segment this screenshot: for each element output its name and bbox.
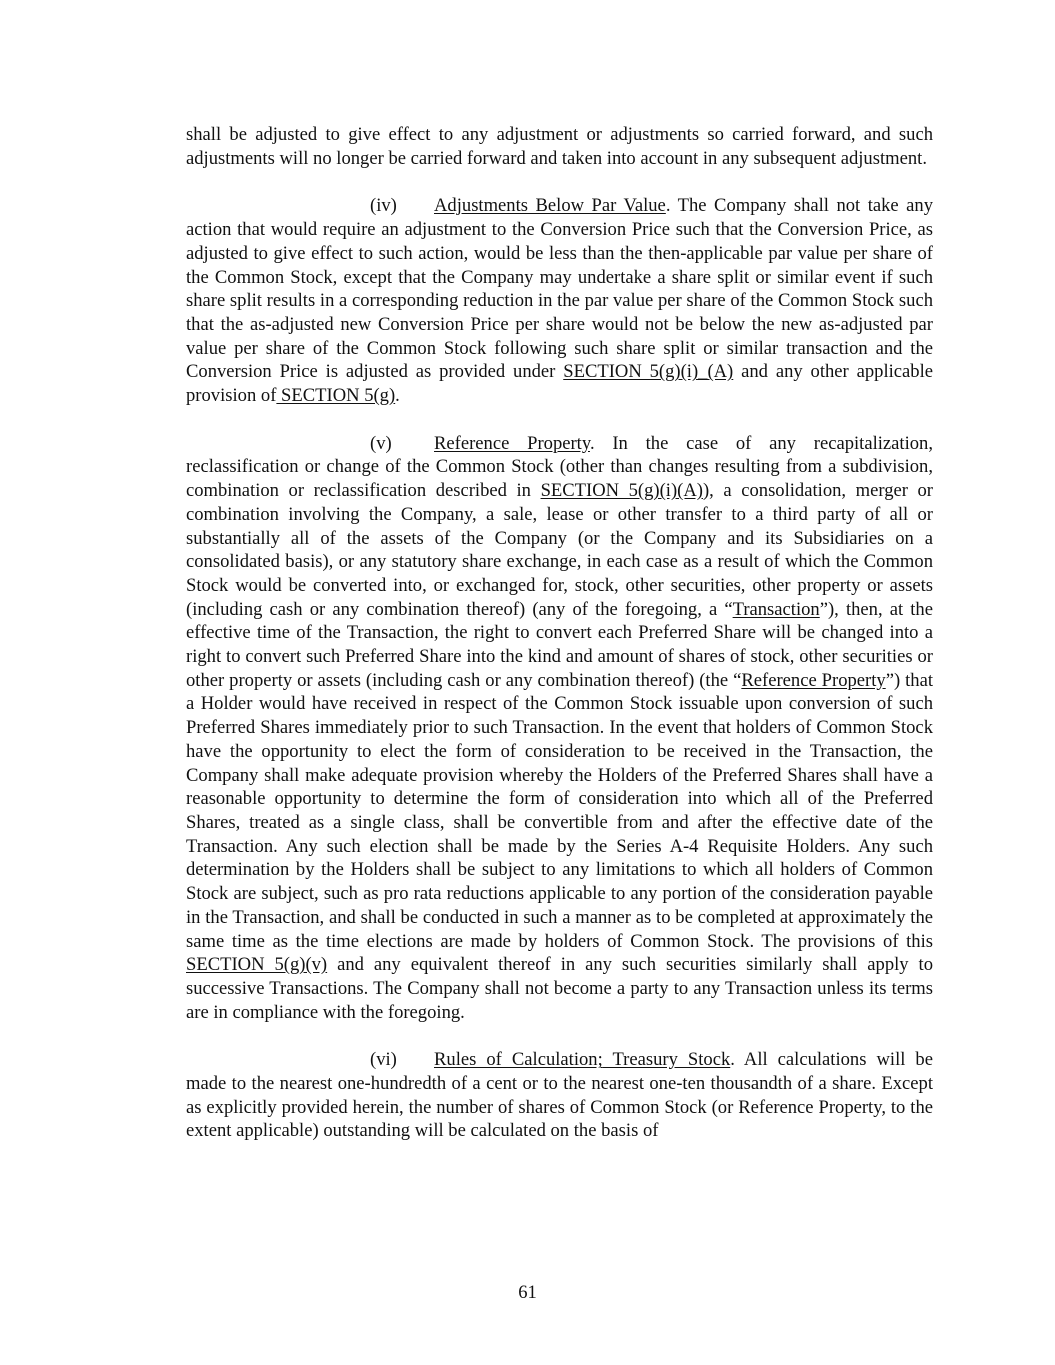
section-vi-heading-1: Rules of Calculation; (434, 1049, 603, 1071)
section-v-text-5: and any equivalent thereof in any such securities similarly shall apply to successive Transactions. The Company shall not become a party to any Transaction unless its terms are in compliance with the foregoing. (186, 954, 934, 1023)
section-iv-paragraph (186, 194, 933, 407)
section-v-number: (v) (370, 432, 392, 454)
continuation-paragraph (186, 123, 933, 170)
section-v-text-3: ”), then, at the effective time of the Transaction, the right to convert each Preferred Share will be changed into a right to convert such Preferred Share into the kind and amount of shares of stock, other securities or other property or assets (including cash or any combination thereof) (the “ (186, 598, 933, 691)
section-iv-number: (iv) (370, 195, 397, 217)
section-vi-heading-2: Treasury Stock (602, 1049, 731, 1071)
section-v-cross-reference-2: SECTION 5(g)(v) (186, 954, 328, 976)
section-iv-text-3: . (395, 385, 400, 407)
section-iv-text-1: . The Company shall not take any action that would require an adjustment to the Conversion Price such that the Conversion Price, as adjusted to give effect to such action, would be less than the then-applicable par value per share of the Common Stock, except that the Company may undertake a share split or similar event if such share split results in a corresponding reduction in the par value per share of the Common Stock such that the as-adjusted new Conversion Price per share would not be below the new as-adjusted par value per share of the Common Stock following such share split or similar transaction and the Conversion Price is adjusted as provided under (186, 195, 934, 383)
section-v-paragraph (186, 432, 933, 1025)
section-vi-paragraph (186, 1048, 933, 1143)
section-v-heading: Reference Property (434, 432, 590, 454)
section-iv-heading: Adjustments Below Par Value (434, 195, 666, 217)
section-vi-number: (vi) (370, 1049, 397, 1071)
section-iv-cross-reference-2: SECTION 5(g) (276, 385, 396, 407)
section-vi-text-1: . All calculations will be made to the nearest one-hundredth of a cent or to the nearest one-ten thousandth of a share. Except as explicitly provided herein, the number of shares of Common Stock (or Reference Property, to the extent applicable) outstanding will be calculated on the basis of (186, 1049, 933, 1142)
section-iv-cross-reference-1: SECTION 5(g)(i)_(A) (563, 361, 734, 383)
section-v-text-2: ), a consolidation, merger or combination involving the Company, a sale, lease or other transfer to a third party of all or substantially all of the assets of the Company (or the Company and its Subsidiaries on a consolidated basis), or any statutory share exchange, in each case as a result of which the Common Stock would be converted into, or exchanged for, stock, other securities, other property or assets (including cash or any combination thereof) (any of the foregoing, a “ (186, 480, 934, 620)
section-v-cross-reference-1: SECTION 5(g)(i)(A) (540, 480, 703, 502)
document-page (186, 123, 933, 1167)
defined-term-transaction: Transaction (732, 598, 820, 620)
continuation-text: shall be adjusted to give effect to any adjustment or adjustments so carried forward, and such adjustments will no longer be carried forward and taken into account in any subsequent adjustment. (186, 124, 933, 169)
defined-term-reference-property: Reference Property (741, 669, 886, 691)
section-v-text-4: ”) that a Holder would have received in respect of the Common Stock issuable upon conversion of such Preferred Shares immediately prior to such Transaction. In the event that holders of Common Stock have the opportunity to elect the form of consideration to be received in the Transaction, the Company shall make adequate provision whereby the Holders of the Preferred Shares shall have a reasonable opportunity to determine the form of consideration into which all of the Preferred Shares, treated as a single class, shall be convertible from and after the effective date of the Transaction. Any such election shall be made by the Series A-4 Requisite Holders. Any such determination by the Holders shall be subject to any limitations to which all holders of Common Stock are subject, such as pro rata reductions applicable to any portion of the consideration payable in the Transaction, and shall be conducted in such a manner as to be completed at approximately the same time as the time elections are made by holders of Common Stock. The provisions of this (186, 669, 933, 952)
section-iv-text-2: and any other applicable provision of (186, 361, 934, 407)
section-v-text-1: . In the case of any recapitalization, reclassification or change of the Common Stock (other than changes resulting from a subdivision, combination or reclassification described in (186, 432, 933, 502)
page-number: 61 (518, 1282, 537, 1303)
